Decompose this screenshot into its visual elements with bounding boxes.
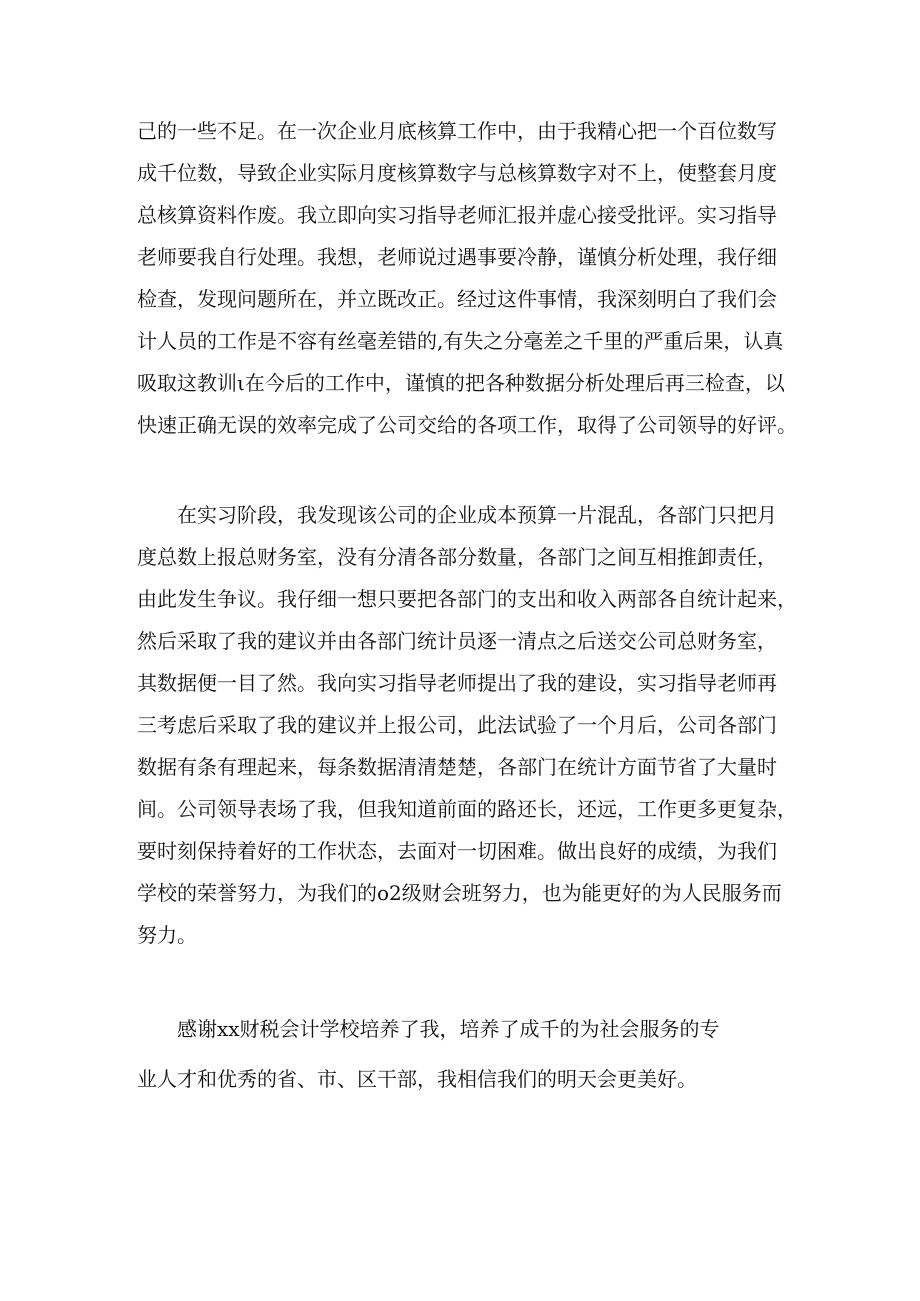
text-line: 感谢xx财税会计学校培养了我，培养了成千的为社会服务的专 bbox=[177, 1017, 720, 1041]
text-line: 成千位数，导致企业实际月度核算数字与总核算数字对不上，使整套月度 bbox=[137, 161, 777, 185]
text-line: 检查，发现问题所在，并立既改正。经过这件事情，我深刻明白了我们会 bbox=[137, 287, 777, 311]
text-line: 总核算资料作废。我立即向实习指导老师汇报并虚心接受批评。实习指导 bbox=[137, 203, 777, 227]
text-line: 老师要我自行处理。我想，老师说过遇事要冷静，谨慎分析处理，我仔细 bbox=[137, 245, 777, 269]
text-line: 然后采取了我的建议并由各部门统计员逐一清点之后送交公司总财务室， bbox=[137, 629, 777, 653]
text-line: 三考虑后采取了我的建议并上报公司，此法试验了一个月后，公司各部门 bbox=[137, 713, 777, 737]
text-line: 由此发生争议。我仔细一想只要把各部门的支出和收入两部各自统计起来， bbox=[137, 587, 797, 611]
text-line: 快速正确无误的效率完成了公司交给的各项工作，取得了公司领导的好评。 bbox=[137, 413, 797, 437]
text-line: 在实习阶段，我发现该公司的企业成本预算一片混乱，各部门只把月 bbox=[177, 503, 777, 527]
text-line: 吸取这教训ι在今后的工作中，谨慎的把各种数据分析处理后再三检查，以 bbox=[137, 371, 785, 395]
text-line: 数据有条有理起来，每条数据清清楚楚，各部门在统计方面节省了大量时 bbox=[137, 755, 777, 779]
text-line: 学校的荣誉努力，为我们的o2级财会班努力，也为能更好的为人民服务而 bbox=[137, 881, 782, 905]
text-line: 要时刻保持着好的工作状态，去面对一切困难。做出良好的成绩，为我们 bbox=[137, 839, 777, 863]
text-line: 努力。 bbox=[137, 923, 197, 947]
text-line: 间。公司领导表场了我，但我知道前面的路还长，还远，工作更多更复杂， bbox=[137, 797, 797, 821]
paragraph-3 bbox=[137, 1016, 720, 1116]
paragraph-1 bbox=[137, 118, 797, 454]
paragraph-2 bbox=[137, 502, 797, 964]
text-line: 其数据便一目了然。我向实习指导老师提出了我的建设，实习指导老师再 bbox=[137, 671, 777, 695]
text-line: 己的一些不足。在一次企业月底核算工作中，由于我精心把一个百位数写 bbox=[137, 119, 777, 143]
text-line: 度总数上报总财务室，没有分清各部分数量，各部门之间互相推卸责任， bbox=[137, 545, 777, 569]
text-line: 计人员的工作是不容有丝毫差错的,有失之分毫差之千里的严重后果，认真 bbox=[137, 329, 784, 353]
text-line: 业人才和优秀的省、市、区干部，我相信我们的明天会更美好。 bbox=[137, 1067, 697, 1091]
